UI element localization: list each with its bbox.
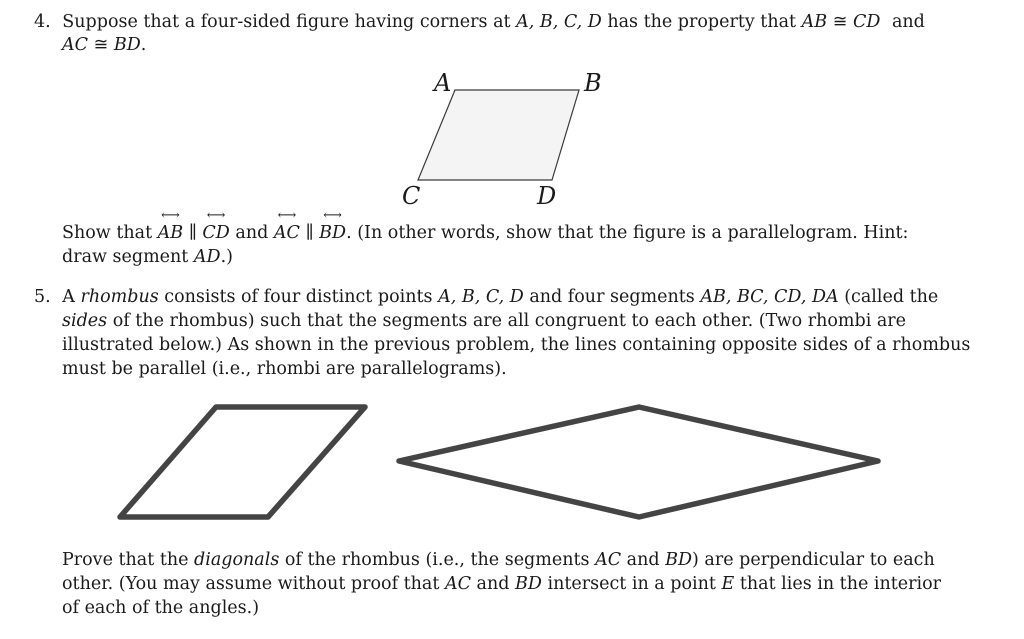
period: .: [140, 35, 147, 55]
parallel-symbol: ∥: [188, 223, 197, 243]
segment-ac: AC: [595, 550, 622, 570]
vertex-label-b: B: [584, 69, 602, 97]
segment-cd: CD: [852, 12, 881, 32]
problem-5-question-line-3: [62, 597, 259, 619]
line-bd: ⟷ BD: [319, 222, 346, 244]
segment-ab: AB: [801, 12, 828, 32]
term-sides: sides: [62, 311, 108, 331]
segment-bd: BD: [665, 550, 693, 570]
segment-ac: AC: [62, 35, 89, 55]
problem-5-text: consists of four distinct points: [158, 287, 439, 307]
problem-5-text: of the rhombus (i.e., the segments: [279, 550, 596, 570]
problem-5-question-line-1: [62, 549, 935, 571]
problem-5-text: that lies in the interior: [734, 574, 942, 594]
line-ab: ⟷ AB: [158, 222, 184, 244]
vertex-label-a: A: [434, 69, 452, 97]
term-diagonals: diagonals: [194, 550, 280, 570]
problem-5-text: of each of the angles.): [62, 598, 260, 618]
rhombus-figure-left: [120, 407, 365, 517]
problem-4-line-4: [62, 246, 233, 268]
vertex-label-d: D: [537, 182, 557, 210]
problem-5-text: must be parallel (i.e., rhombi are parallelograms).: [62, 359, 507, 379]
problem-4-text: has the property that: [601, 12, 802, 32]
problem-5-text: and four segments: [523, 287, 701, 307]
problem-5-segments: AB, BC, CD, DA: [700, 287, 839, 307]
congruent-symbol: ≅: [832, 12, 848, 32]
parallelogram-figure: [418, 90, 579, 180]
problem-5-text: and: [470, 574, 516, 594]
problem-4-text: Show that: [62, 223, 158, 243]
problem-4-vertices: A, B, C, D: [516, 12, 602, 32]
problem-5-text: ) are perpendicular to each: [692, 550, 935, 570]
segment-ac: AC: [444, 574, 471, 594]
congruent-symbol: ≅: [93, 35, 109, 55]
problem-5-text: (called the: [838, 287, 939, 307]
problem-5-vertices: A, B, C, D: [438, 287, 524, 307]
problem-5-number: 5.: [34, 287, 51, 307]
problem-5-text: and: [621, 550, 666, 570]
problem-4-text: and: [229, 223, 274, 243]
problem-4-text: .): [220, 247, 233, 267]
problem-5-text: other. (You may assume without proof that: [62, 574, 445, 594]
parallel-symbol: ∥: [305, 223, 314, 243]
problem-5-text: A: [62, 287, 81, 307]
problem-5-text: Prove that the: [62, 550, 195, 570]
problem-5-question-line-2: [62, 573, 941, 595]
problem-4-text: and: [891, 12, 925, 32]
problem-5-text: intersect in a point: [541, 574, 722, 594]
problem-5-line-4: [62, 358, 507, 380]
problem-5-line-2: [62, 310, 906, 332]
problem-4-line-3: [62, 222, 908, 244]
problem-5-text: of the rhombus) such that the segments are all congruent to each other. (Two rhombi are: [107, 311, 907, 331]
problem-5-text: illustrated below.) As shown in the previous problem, the lines containing opposite sides of a rhombus: [62, 335, 971, 355]
problem-4-number: 4.: [34, 12, 51, 32]
point-e: E: [721, 574, 735, 594]
segment-bd: BD: [113, 35, 141, 55]
problem-4-text: . (In other words, show that the figure is a parallelogram. Hint:: [346, 223, 909, 243]
problem-5-line-3: [62, 334, 970, 356]
line-cd: ⟷ CD: [202, 222, 229, 244]
segment-bd: BD: [515, 574, 542, 594]
problem-4-text: Suppose that a four-sided figure having corners at: [62, 12, 517, 32]
problem-5-line-1: [34, 286, 938, 308]
term-rhombus: rhombus: [80, 287, 159, 307]
vertex-label-c: C: [402, 182, 421, 210]
problem-4-text: draw segment: [62, 247, 194, 267]
segment-ad: AD: [193, 247, 221, 267]
line-ac: ⟷ AC: [274, 222, 300, 244]
rhombus-figure-right: [399, 407, 878, 517]
